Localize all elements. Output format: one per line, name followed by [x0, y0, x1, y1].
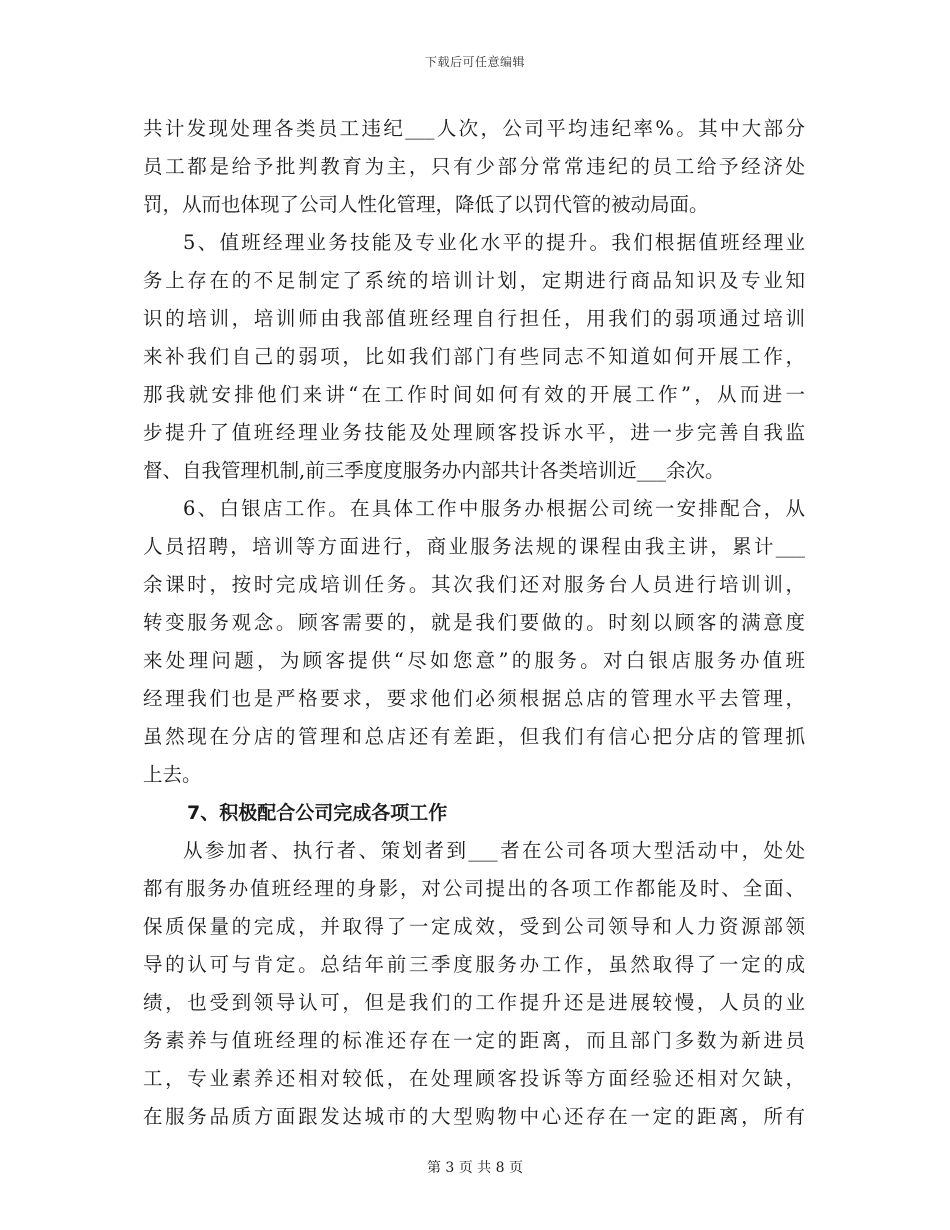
paragraph-end-line: 罚，从而也体现了公司人性化管理，降低了以罚代管的被动局面。	[143, 193, 709, 216]
text-line: 绩，也受到领导认可，但是我们的工作提升还是进展较慢，人员的业	[143, 991, 805, 1014]
paragraph-start-line: 6、白银店工作。在具体工作中服务办根据公司统一安排配合，从	[183, 497, 805, 520]
paragraph-end-line: 督、自我管理机制,前三季度度服务办内部共计各类培训近___余次。	[143, 459, 725, 482]
text-line: 导的认可与肯定。总结年前三季度服务办工作，虽然取得了一定的成	[143, 953, 805, 976]
text-line: 经理我们也是严格要求，要求他们必须根据总店的管理水平去管理，	[143, 687, 805, 710]
paragraph-end-line: 上去。	[143, 763, 202, 786]
section-heading: 7、积极配合公司完成各项工作	[187, 802, 448, 824]
text-line: 务上存在的不足制定了系统的培训计划，定期进行商品知识及专业知	[143, 269, 805, 292]
text-line: 识的培训，培训师由我部值班经理自行担任，用我们的弱项通过培训	[143, 307, 805, 330]
text-line: 来处理问题，为顾客提供“尽如您意”的服务。对白银店服务办值班	[143, 649, 805, 672]
text-line: 转变服务观念。顾客需要的，就是我们要做的。时刻以顾客的满意度	[143, 611, 805, 634]
text-line: 步提升了值班经理业务技能及处理顾客投诉水平，进一步完善自我监	[143, 421, 805, 444]
text-line: 人员招聘，培训等方面进行，商业服务法规的课程由我主讲，累计___	[143, 535, 805, 558]
document-body	[143, 110, 805, 1136]
text-line: 余课时，按时完成培训任务。其次我们还对服务台人员进行培训训，	[143, 573, 805, 596]
text-line: 在服务品质方面跟发达城市的大型购物中心还存在一定的距离，所有	[143, 1105, 805, 1128]
page-header: 下载后可任意编辑	[424, 55, 525, 69]
text-line: 工，专业素养还相对较低，在处理顾客投诉等方面经验还相对欠缺，	[143, 1067, 805, 1090]
paragraph-start-line: 从参加者、执行者、策划者到___者在公司各项大型活动中，处处	[183, 839, 805, 862]
page-number: 第 3 页 共 8 页	[426, 1160, 524, 1176]
text-line: 员工都是给予批判教育为主，只有少部分常常违纪的员工给予经济处	[143, 155, 805, 178]
text-line: 都有服务办值班经理的身影，对公司提出的各项工作都能及时、全面、	[143, 877, 805, 900]
text-line: 共计发现处理各类员工违纪___人次，公司平均违纪率%。其中大部分	[143, 117, 805, 140]
text-line: 保质保量的完成，并取得了一定成效，受到公司领导和人力资源部领	[143, 915, 805, 938]
paragraph-start-line: 5、值班经理业务技能及专业化水平的提升。我们根据值班经理业	[183, 231, 805, 254]
text-line: 虽然现在分店的管理和总店还有差距，但我们有信心把分店的管理抓	[143, 725, 805, 748]
text-line: 务素养与值班经理的标准还存在一定的距离，而且部门多数为新进员	[143, 1029, 805, 1052]
text-line: 来补我们自己的弱项，比如我们部门有些同志不知道如何开展工作，	[143, 345, 805, 368]
text-line: 那我就安排他们来讲“在工作时间如何有效的开展工作”，从而进一	[143, 383, 805, 406]
